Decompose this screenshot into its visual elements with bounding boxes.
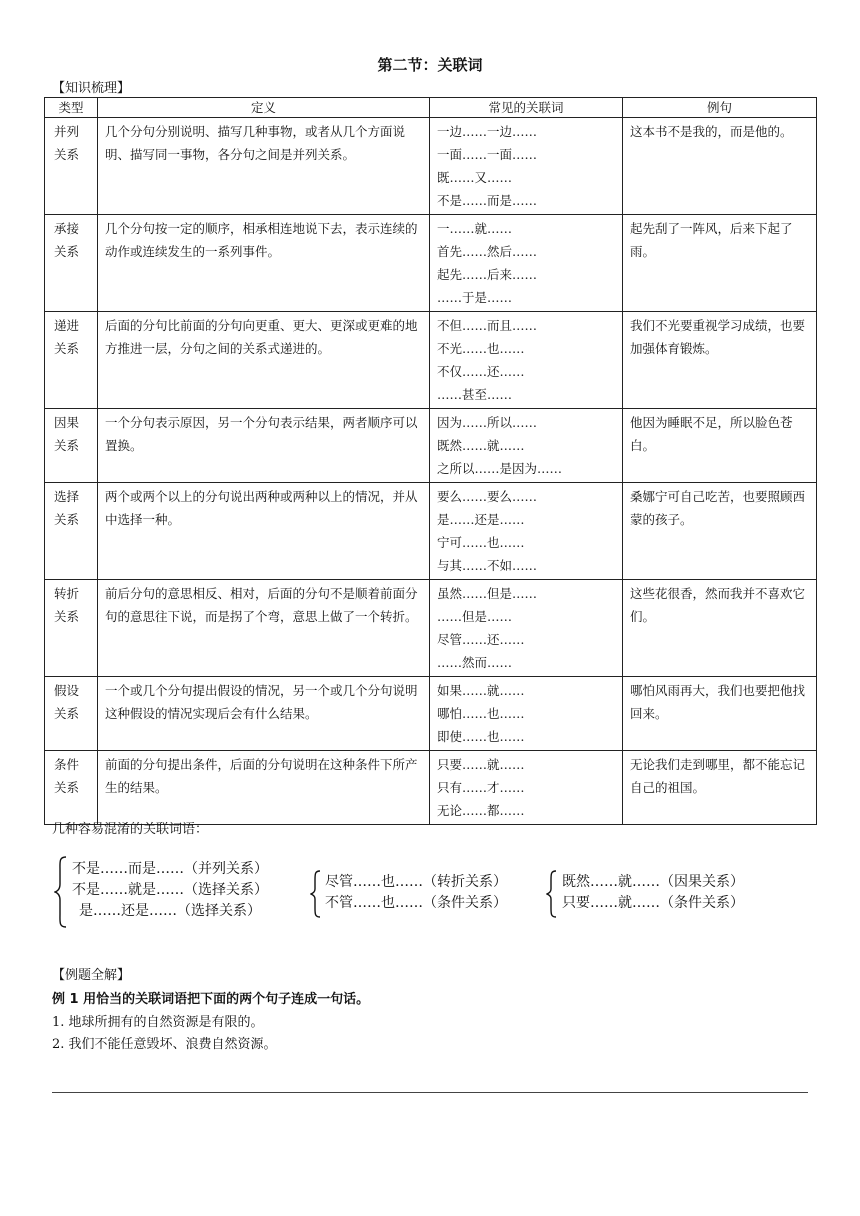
conjunction-item: 只要……就…… bbox=[437, 757, 525, 772]
conjunction-item: 与其……不如…… bbox=[437, 558, 538, 573]
conjunction-list bbox=[430, 580, 623, 677]
relation-type: 假设 关系 bbox=[45, 677, 98, 751]
conjunction-item: 如果……就…… bbox=[437, 683, 525, 698]
header-conjunctions: 常见的关联词 bbox=[430, 98, 623, 118]
relation-type: 承接 关系 bbox=[45, 215, 98, 312]
conjunction-item: 一边……一边…… bbox=[437, 124, 538, 139]
header-type: 类型 bbox=[45, 98, 98, 118]
table-row bbox=[45, 409, 817, 483]
confusing-group-1 bbox=[72, 859, 268, 922]
example-sentence: 我们不光要重视学习成绩，也要加强体育锻炼。 bbox=[623, 312, 817, 409]
header-definition: 定义 bbox=[98, 98, 430, 118]
examples-heading: 【例题全解】 bbox=[52, 968, 131, 983]
table-row bbox=[45, 118, 817, 215]
conjunction-list bbox=[430, 483, 623, 580]
conjunction-table bbox=[44, 97, 817, 825]
table-row bbox=[45, 483, 817, 580]
table-row bbox=[45, 580, 817, 677]
example-sentence: 桑娜宁可自己吃苦，也要照顾西蒙的孩子。 bbox=[623, 483, 817, 580]
example-sentence: 起先刮了一阵风，后来下起了雨。 bbox=[623, 215, 817, 312]
confusing-item: 不管……也……（条件关系） bbox=[325, 895, 507, 911]
conjunction-item: 既然……就…… bbox=[437, 438, 525, 453]
confusing-item: 不是……而是……（并列关系） bbox=[72, 861, 268, 877]
relation-type: 因果 关系 bbox=[45, 409, 98, 483]
confusing-item: 不是……就是……（选择关系） bbox=[72, 882, 268, 898]
conjunction-item: 即使……也…… bbox=[437, 729, 525, 744]
conjunction-item: 一……就…… bbox=[437, 221, 513, 236]
conjunction-list bbox=[430, 215, 623, 312]
relation-definition: 几个分句按一定的顺序，相承相连地说下去，表示连续的动作或连续发生的一系列事件。 bbox=[98, 215, 430, 312]
example-sentence: 无论我们走到哪里，都不能忘记自己的祖国。 bbox=[623, 751, 817, 825]
confusing-item: 只要……就……（条件关系） bbox=[562, 895, 744, 911]
conjunction-item: 不但……而且…… bbox=[437, 318, 538, 333]
table-header-row bbox=[45, 98, 817, 118]
conjunction-item: 无论……都…… bbox=[437, 803, 525, 818]
conjunction-item: 首先……然后…… bbox=[437, 244, 538, 259]
confusing-group-3 bbox=[562, 872, 744, 914]
table-row bbox=[45, 215, 817, 312]
conjunction-item: 哪怕……也…… bbox=[437, 706, 525, 721]
example-sentence-2: 2. 我们不能任意毁坏、浪费自然资源。 bbox=[52, 1037, 277, 1052]
relation-definition: 一个或几个分句提出假设的情况，另一个或几个分句说明这种假设的情况实现后会有什么结果。 bbox=[98, 677, 430, 751]
conjunction-item: 不是……而是…… bbox=[437, 193, 538, 208]
divider-line bbox=[52, 1092, 808, 1093]
relation-definition: 前面的分句提出条件，后面的分句说明在这种条件下所产生的结果。 bbox=[98, 751, 430, 825]
conjunction-item: 不仅……还…… bbox=[437, 364, 525, 379]
conjunction-item: 起先……后来…… bbox=[437, 267, 538, 282]
conjunction-list bbox=[430, 118, 623, 215]
conjunction-item: 之所以……是因为…… bbox=[437, 461, 563, 476]
example-sentence: 这些花很香，然而我并不喜欢它们。 bbox=[623, 580, 817, 677]
conjunction-item: ……然而…… bbox=[437, 655, 513, 670]
relation-type: 条件 关系 bbox=[45, 751, 98, 825]
confusing-item: 是……还是……（选择关系） bbox=[79, 903, 261, 919]
example-sentence: 这本书不是我的，而是他的。 bbox=[623, 118, 817, 215]
relation-type: 递进 关系 bbox=[45, 312, 98, 409]
confusing-heading: 几种容易混淆的关联词语： bbox=[52, 822, 209, 837]
relation-type: 选择 关系 bbox=[45, 483, 98, 580]
conjunction-list bbox=[430, 409, 623, 483]
confusing-item: 尽管……也……（转折关系） bbox=[325, 874, 507, 890]
section-knowledge-heading: 【知识梳理】 bbox=[52, 81, 131, 96]
conjunction-item: ……甚至…… bbox=[437, 387, 513, 402]
relation-definition: 两个或两个以上的分句说出两种或两种以上的情况，并从中选择一种。 bbox=[98, 483, 430, 580]
table-row bbox=[45, 677, 817, 751]
conjunction-item: 要么……要么…… bbox=[437, 489, 538, 504]
brace-icon bbox=[54, 856, 68, 928]
conjunction-item: 不光……也…… bbox=[437, 341, 525, 356]
conjunction-list bbox=[430, 751, 623, 825]
brace-icon bbox=[546, 870, 558, 918]
relation-definition: 后面的分句比前面的分句向更重、更大、更深或更难的地方推进一层，分句之间的关系式递进的。 bbox=[98, 312, 430, 409]
example-sentence: 他因为睡眠不足，所以脸色苍白。 bbox=[623, 409, 817, 483]
relation-type: 并列 关系 bbox=[45, 118, 98, 215]
confusing-group-2 bbox=[325, 872, 507, 914]
conjunction-item: 宁可……也…… bbox=[437, 535, 525, 550]
conjunction-item: 一面……一面…… bbox=[437, 147, 538, 162]
confusing-item: 既然……就……（因果关系） bbox=[562, 874, 744, 890]
example-sentence-1: 1. 地球所拥有的自然资源是有限的。 bbox=[52, 1015, 264, 1030]
header-example: 例句 bbox=[623, 98, 817, 118]
relation-definition: 一个分句表示原因，另一个分句表示结果，两者顺序可以置换。 bbox=[98, 409, 430, 483]
relation-definition: 前后分句的意思相反、相对，后面的分句不是顺着前面分句的意思往下说，而是拐了个弯，意思上做了一个转折。 bbox=[98, 580, 430, 677]
relation-definition: 几个分句分别说明、描写几种事物，或者从几个方面说明、描写同一事物，各分句之间是并列关系。 bbox=[98, 118, 430, 215]
table-row bbox=[45, 312, 817, 409]
example-question: 例 1 用恰当的关联词语把下面的两个句子连成一句话。 bbox=[52, 992, 370, 1007]
conjunction-item: 尽管……还…… bbox=[437, 632, 525, 647]
conjunction-item: ……于是…… bbox=[437, 290, 513, 305]
page-title: 第二节：关联词 bbox=[377, 56, 483, 74]
table-row bbox=[45, 751, 817, 825]
conjunction-item: 既……又…… bbox=[437, 170, 513, 185]
relation-type: 转折 关系 bbox=[45, 580, 98, 677]
conjunction-item: 虽然……但是…… bbox=[437, 586, 538, 601]
conjunction-list bbox=[430, 677, 623, 751]
conjunction-item: 只有……才…… bbox=[437, 780, 525, 795]
conjunction-item: 是……还是…… bbox=[437, 512, 525, 527]
conjunction-item: ……但是…… bbox=[437, 609, 513, 624]
example-sentence: 哪怕风雨再大，我们也要把他找回来。 bbox=[623, 677, 817, 751]
brace-icon bbox=[310, 870, 322, 918]
conjunction-item: 因为……所以…… bbox=[437, 415, 538, 430]
conjunction-list bbox=[430, 312, 623, 409]
